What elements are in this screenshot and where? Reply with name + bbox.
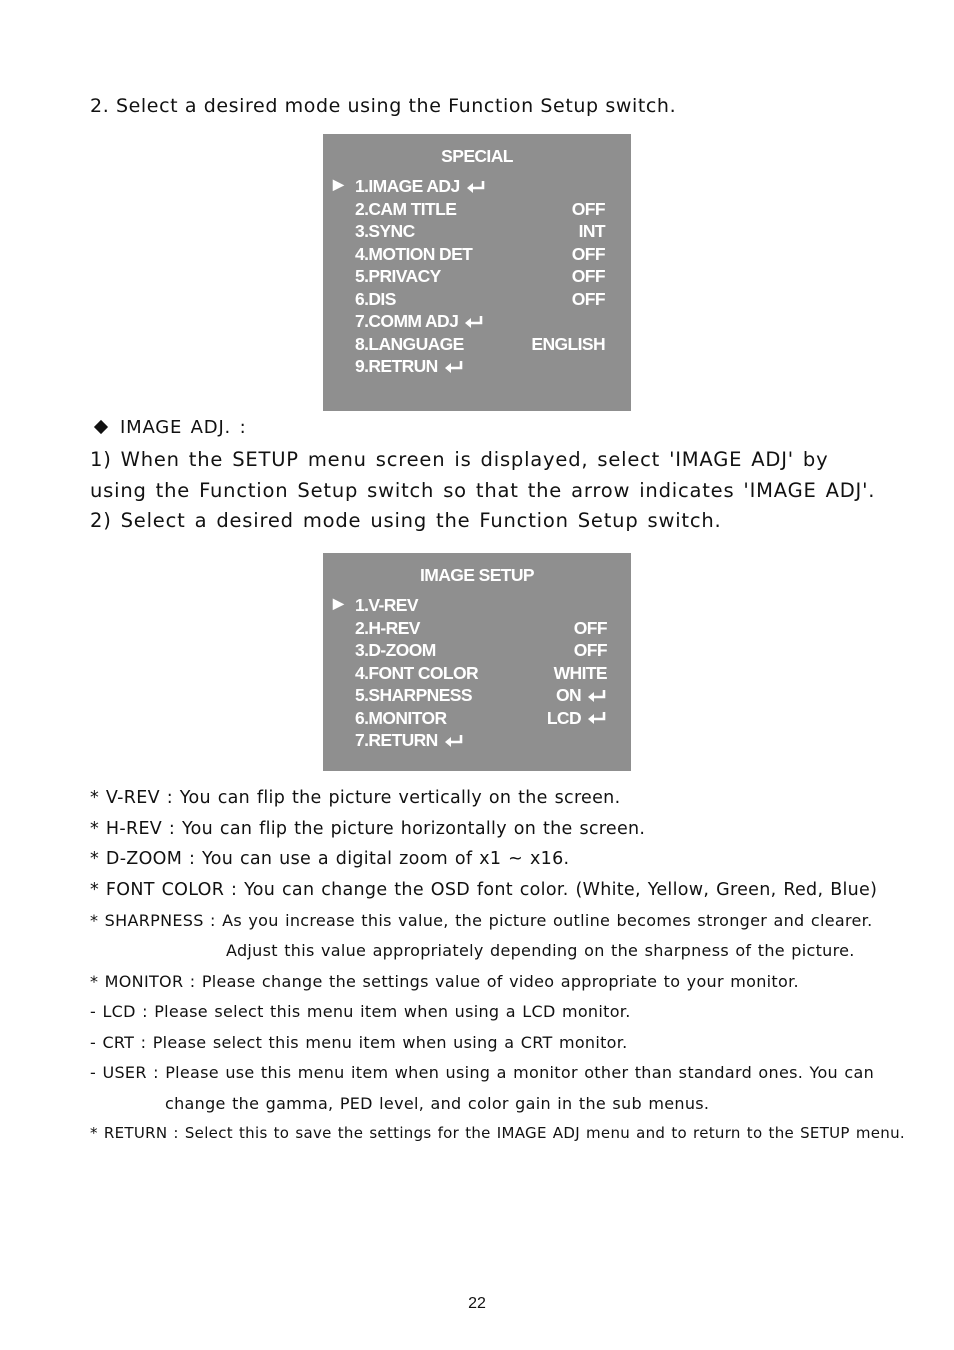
page-number: 22 [468, 1295, 486, 1312]
menu-item[interactable] [323, 640, 631, 662]
image-setup-menu-screen [323, 553, 631, 771]
menu-item[interactable] [323, 618, 631, 640]
menu-item[interactable] [323, 595, 631, 617]
enter-icon [466, 180, 486, 194]
note-hrev: * H-REV : You can flip the picture horizontally on the screen. [90, 819, 646, 839]
menu-item-label: 3.SYNC [355, 221, 415, 241]
menu-item[interactable] [323, 289, 631, 311]
menu-item-label: 3.D-ZOOM [355, 640, 436, 660]
image-adj-heading: IMAGE ADJ. : [90, 417, 246, 438]
note-user: - USER : Please use this menu item when using a monitor other than standard ones. You can [90, 1063, 875, 1082]
menu-item[interactable] [323, 663, 631, 685]
menu-item-label: 5.PRIVACY [355, 266, 441, 286]
menu-item-label: 6.MONITOR [355, 707, 447, 728]
menu-item[interactable] [323, 356, 631, 378]
menu-item[interactable] [323, 199, 631, 221]
menu-item-label: 8.LANGUAGE [355, 333, 464, 354]
menu-item-label: 7.RETURN [355, 730, 464, 751]
note-font-color: * FONT COLOR : You can change the OSD font color. (White, Yellow, Green, Red, Blue) [90, 880, 878, 900]
menu-item-value: OFF [573, 617, 607, 638]
menu-item-value: WHITE [553, 662, 607, 683]
menu-item-value: OFF [571, 243, 605, 264]
note-monitor: * MONITOR : Please change the settings value of video appropriate to your monitor. [90, 972, 799, 991]
menu-item[interactable] [323, 221, 631, 243]
note-dzoom: * D-ZOOM : You can use a digital zoom of x1 ~ x16. [90, 849, 570, 869]
menu-item-value: OFF [571, 288, 605, 309]
menu-item-label: 2.H-REV [355, 617, 420, 638]
note-crt: - CRT : Please select this menu item when using a CRT monitor. [90, 1033, 628, 1052]
menu-item-label: 7.COMM ADJ [355, 311, 484, 332]
menu-item[interactable] [323, 334, 631, 356]
enter-icon [464, 315, 484, 329]
menu-item-label: 2.CAM TITLE [355, 198, 457, 219]
menu-item[interactable] [323, 311, 631, 333]
enter-icon [587, 711, 607, 725]
menu-item-label: 6.DIS [355, 288, 396, 309]
menu-item-value: OFF [571, 198, 605, 219]
diamond-bullet-icon [94, 420, 108, 434]
note-lcd: - LCD : Please select this menu item when using a LCD monitor. [90, 1002, 631, 1021]
menu-item[interactable] [323, 730, 631, 752]
instruction-paragraph-line: 1) When the SETUP menu screen is displayed, select 'IMAGE ADJ' by [90, 448, 829, 471]
menu-item[interactable] [323, 685, 631, 707]
menu-item-value: OFF [573, 640, 607, 660]
enter-icon [587, 689, 607, 703]
instruction-paragraph-line: 2) Select a desired mode using the Function Setup switch. [90, 509, 722, 532]
menu-item[interactable] [323, 266, 631, 288]
note-vrev: * V-REV : You can flip the picture vertically on the screen. [90, 788, 621, 808]
menu-item-value: ON [556, 685, 607, 706]
menu-cursor-icon: ▶ [333, 176, 344, 192]
special-menu-screen [323, 134, 631, 411]
menu-item-value: INT [578, 221, 605, 241]
instruction-paragraph-line: using the Function Setup switch so that the arrow indicates 'IMAGE ADJ'. [90, 479, 876, 502]
step-instruction: 2. Select a desired mode using the Function Setup switch. [90, 95, 677, 117]
note-sharpness-continued: Adjust this value appropriately depending on the sharpness of the picture. [226, 941, 855, 960]
menu-item-value: ENGLISH [531, 333, 605, 354]
note-return: * RETURN : Select this to save the settings for the IMAGE ADJ menu and to return to the SETUP menu. [90, 1124, 905, 1142]
menu-item[interactable] [323, 176, 631, 198]
menu-item-label: 1.V-REV [355, 595, 418, 615]
menu-item[interactable] [323, 708, 631, 730]
menu-item-label: 4.MOTION DET [355, 243, 473, 264]
menu-item-label: 9.RETRUN [355, 356, 464, 377]
note-user-continued: change the gamma, PED level, and color gain in the sub menus. [165, 1094, 710, 1113]
image-setup-menu-title: IMAGE SETUP [420, 565, 534, 585]
note-sharpness: * SHARPNESS : As you increase this value, the picture outline becomes stronger and clearer. [90, 911, 873, 930]
menu-item-value: OFF [571, 266, 605, 286]
menu-cursor-icon: ▶ [333, 595, 344, 611]
menu-item-label: 4.FONT COLOR [355, 662, 479, 683]
enter-icon [444, 734, 464, 748]
special-menu-title: SPECIAL [441, 146, 513, 166]
menu-item-value: LCD [547, 708, 607, 729]
menu-item[interactable] [323, 244, 631, 266]
menu-item-label: 5.SHARPNESS [355, 685, 472, 705]
enter-icon [444, 360, 464, 374]
menu-item-label: 1.IMAGE ADJ [355, 176, 486, 197]
